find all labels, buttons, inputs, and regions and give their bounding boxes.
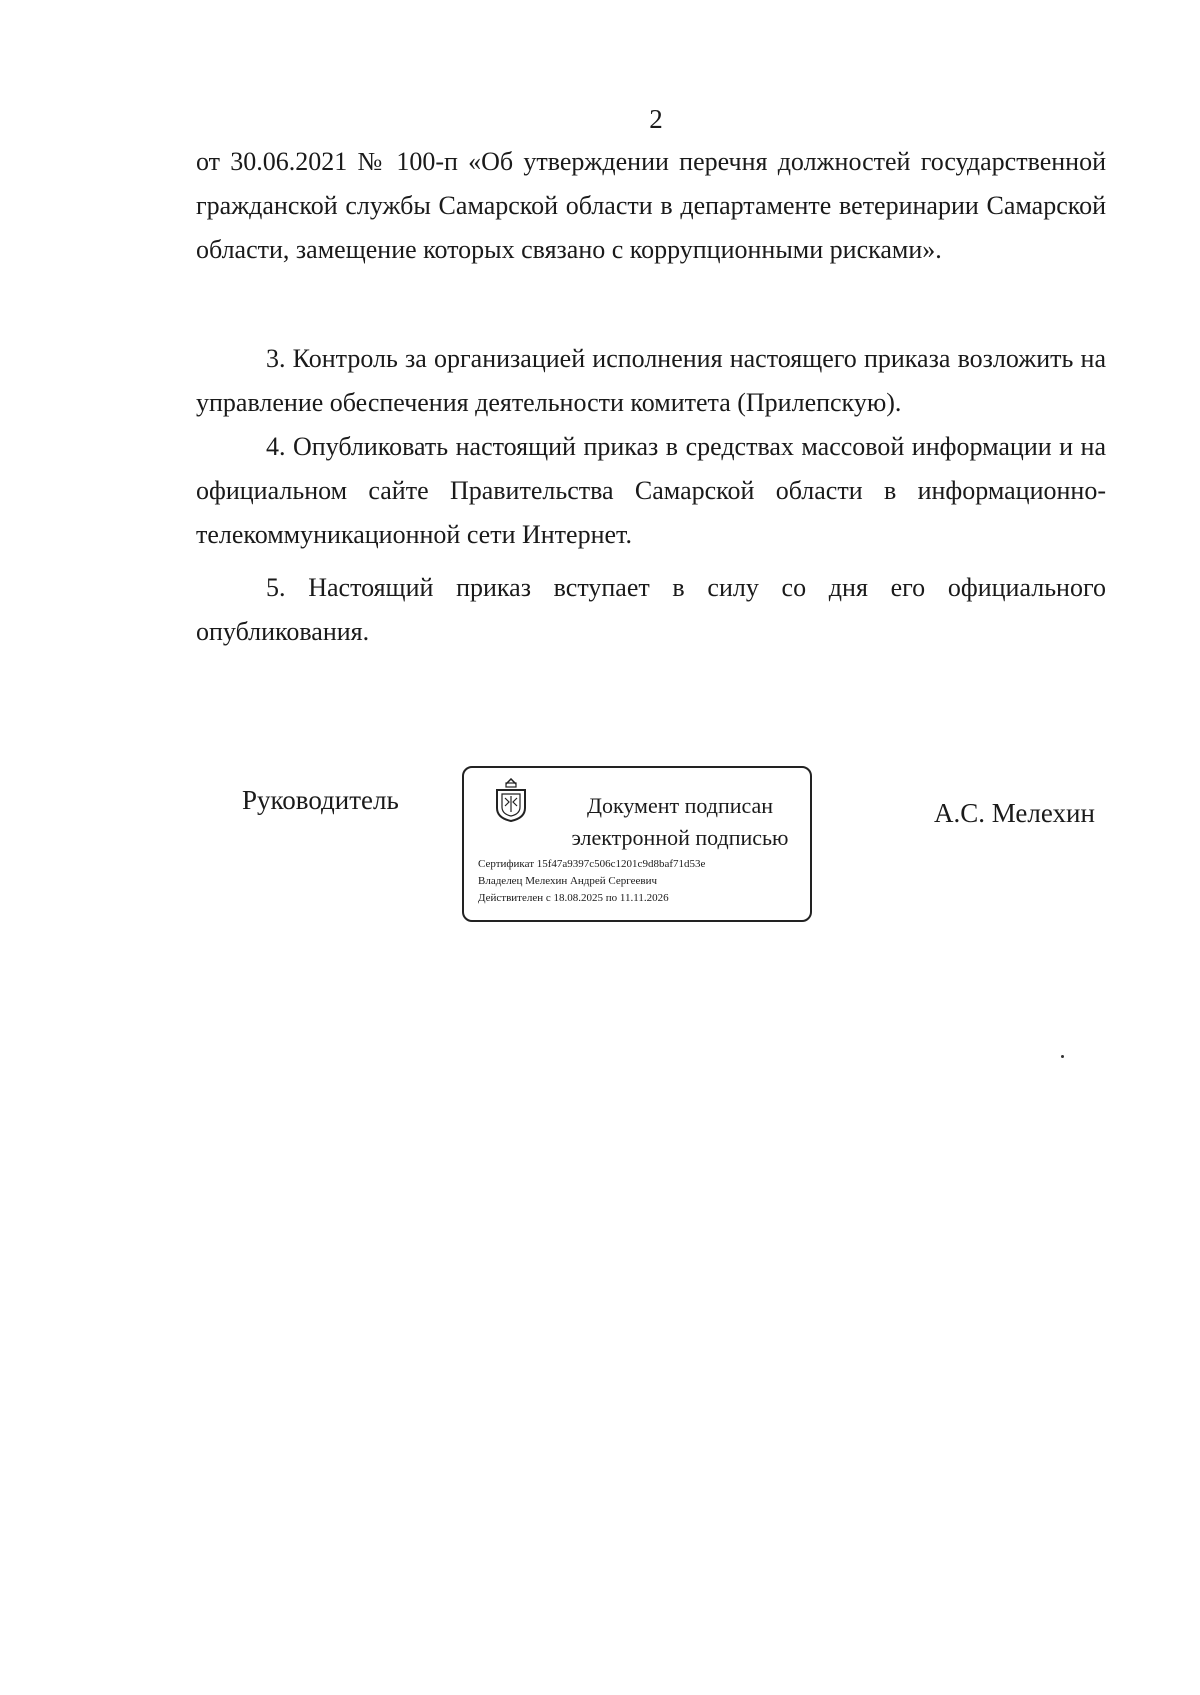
paragraph-text: от 30.06.2021 № 100-п «Об утверждении перечня должностей государственной гражданской службы Самарской области в департаменте ветеринарии Самарской области, замещение которых связано с коррупционными рисками». [196,147,1106,264]
paragraph-text: 3. Контроль за организацией исполнения настоящего приказа возложить на управление обеспечения деятельности комитета (Прилепскую). [196,344,1106,417]
paragraph-text: 4. Опубликовать настоящий приказ в средствах массовой информации и на официальном сайте Правительства Самарской области в информационно-телекоммуникационной сети Интернет. [196,432,1106,549]
coat-of-arms-icon [494,778,528,822]
certificate-validity: Действителен с 18.08.2025 по 11.11.2026 [478,892,669,904]
electronic-signature-stamp [462,766,812,922]
paragraph-item-5 [196,566,1106,654]
certificate-owner: Владелец Мелехин Андрей Сергеевич [478,875,658,887]
stamp-details [478,856,705,907]
paragraph-text: 5. Настоящий приказ вступает в силу со дня его официального опубликования. [196,573,1106,646]
paragraph-item-3 [196,337,1106,425]
paragraph-continuation [196,140,1106,272]
certificate-number: Сертификат 15f47a9397c506c1201c9d8baf71d53e [478,858,706,870]
signer-name: А.С. Мелехин [934,798,1095,828]
paragraph-item-4 [196,425,1106,557]
scan-dot [1061,1055,1064,1058]
page-number: 2 [649,104,663,134]
signer-position: Руководитель [242,785,399,815]
stamp-title: Документ подписан электронной подписью [571,793,789,850]
